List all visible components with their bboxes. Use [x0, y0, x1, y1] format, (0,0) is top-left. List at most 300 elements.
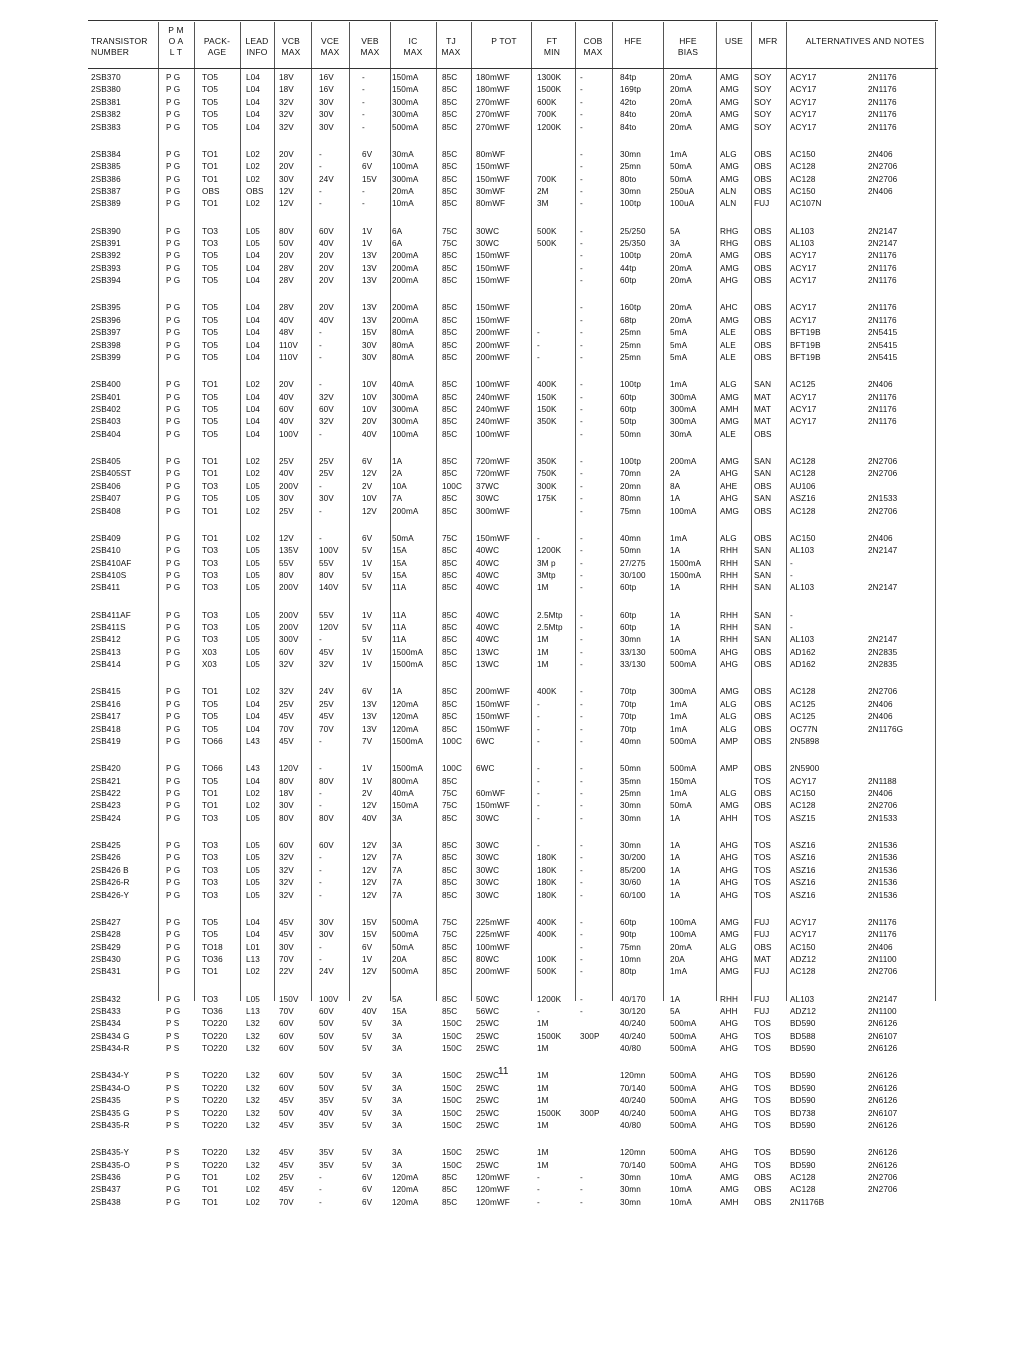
- table-row: [0, 711, 1011, 724]
- table-cell: -: [580, 647, 583, 657]
- table-cell: 30WC: [476, 239, 500, 248]
- table-cell: TO3: [202, 558, 219, 568]
- table-cell: 25WC: [476, 1160, 500, 1170]
- table-cell: 1A: [670, 994, 681, 1004]
- table-cell: 150C: [442, 1083, 462, 1093]
- table-cell: L02: [246, 457, 260, 466]
- table-cell: 1V: [362, 776, 373, 786]
- table-cell: 85C: [442, 174, 458, 184]
- page-number: 11: [498, 1066, 509, 1077]
- table-cell: ALG: [720, 789, 737, 798]
- table-cell: 3A: [392, 1148, 403, 1158]
- table-cell: 10mA: [670, 1173, 692, 1182]
- table-cell: 2A: [670, 469, 681, 479]
- table-cell: 25WC: [476, 1148, 500, 1158]
- table-cell: -: [580, 315, 583, 325]
- table-cell: 160tp: [620, 303, 641, 313]
- table-cell: 2N2706: [868, 1185, 898, 1195]
- table-cell: 3A: [392, 1108, 403, 1118]
- table-cell: 2N5415: [868, 340, 898, 350]
- table-cell: 85C: [442, 841, 458, 850]
- table-cell: 85C: [442, 73, 458, 82]
- table-row: [0, 1197, 1011, 1210]
- table-cell: 10V: [362, 405, 377, 414]
- table-cell: 2N2147: [868, 635, 898, 645]
- table-cell: P G: [166, 813, 181, 823]
- table-cell: TO220: [202, 1121, 228, 1130]
- table-cell: TO5: [202, 328, 219, 338]
- table-cell: P S: [166, 1071, 180, 1081]
- table-cell: TO5: [202, 417, 219, 427]
- table-cell: 25WC: [476, 1121, 500, 1130]
- table-cell: 200mA: [670, 457, 697, 466]
- table-cell: -: [580, 239, 583, 248]
- table-cell: AC150: [790, 789, 816, 798]
- table-cell: -: [580, 955, 583, 964]
- table-cell: SAN: [754, 457, 772, 466]
- table-row: [0, 468, 1011, 481]
- table-cell: 75C: [442, 801, 458, 811]
- table-cell: 300P: [580, 1031, 600, 1041]
- table-cell: RHH: [720, 583, 739, 593]
- table-cell: ACY17: [790, 276, 817, 286]
- table-cell: 2N1176: [868, 315, 897, 325]
- table-cell: L04: [246, 110, 260, 120]
- table-cell: 28V: [279, 303, 294, 313]
- table-cell: P G: [166, 263, 181, 273]
- transistor-number: 2SB403: [91, 417, 121, 427]
- table-cell: ALE: [720, 340, 736, 350]
- table-cell: 2N1176: [868, 276, 897, 286]
- table-cell: 85C: [442, 405, 458, 414]
- table-cell: 80V: [279, 813, 294, 823]
- table-cell: 7A: [392, 853, 403, 863]
- table-cell: 7V: [362, 737, 373, 746]
- table-cell: L04: [246, 276, 260, 286]
- table-cell: P G: [166, 162, 181, 172]
- table-cell: SOY: [754, 122, 772, 132]
- table-cell: 2N1100: [868, 955, 897, 964]
- table-cell: 2N1176: [868, 122, 897, 132]
- table-cell: 13V: [362, 276, 377, 286]
- table-cell: 2N2706: [868, 1173, 898, 1182]
- table-cell: 75C: [442, 239, 458, 248]
- table-cell: 70V: [279, 1197, 294, 1207]
- table-cell: ACY17: [790, 930, 817, 940]
- table-cell: -: [580, 789, 583, 798]
- table-cell: 300mWF: [476, 506, 510, 516]
- table-cell: 1300K: [537, 73, 562, 82]
- table-cell: ALG: [720, 712, 737, 722]
- table-row: [0, 942, 1011, 955]
- table-cell: -: [580, 251, 583, 261]
- table-cell: 3A: [670, 239, 681, 248]
- table-cell: L05: [246, 813, 260, 823]
- table-cell: AMG: [720, 263, 739, 273]
- table-cell: -: [537, 764, 540, 774]
- table-cell: 30V: [362, 340, 377, 350]
- table-cell: 30mn: [620, 813, 641, 823]
- table-cell: 80mA: [392, 340, 414, 350]
- table-cell: 5V: [362, 1160, 373, 1170]
- table-cell: 720mWF: [476, 469, 510, 479]
- table-cell: 10mn: [620, 955, 641, 964]
- table-cell: 40V: [279, 417, 294, 427]
- header-pm: P M O A L T: [168, 25, 184, 57]
- table-cell: 100C: [442, 764, 462, 774]
- table-cell: TO5: [202, 276, 219, 286]
- table-cell: TO5: [202, 405, 219, 414]
- table-cell: 33/130: [620, 647, 646, 657]
- table-cell: 3A: [392, 1071, 403, 1081]
- table-cell: -: [580, 353, 583, 362]
- table-cell: -: [580, 469, 583, 479]
- table-cell: 1A: [670, 583, 681, 593]
- transistor-number: 2SB408: [91, 506, 121, 516]
- table-cell: FUJ: [754, 199, 770, 209]
- table-cell: 2N2706: [868, 801, 898, 811]
- table-cell: 2N5898: [790, 737, 820, 746]
- table-cell: 200mA: [392, 303, 419, 313]
- table-cell: TO5: [202, 699, 219, 709]
- table-cell: 270mWF: [476, 122, 510, 132]
- table-cell: 5V: [362, 1148, 373, 1158]
- table-cell: L01: [246, 942, 260, 952]
- table-cell: 175K: [537, 494, 557, 504]
- table-row: [0, 736, 1011, 749]
- table-cell: -: [537, 328, 540, 338]
- table-cell: L05: [246, 583, 260, 593]
- table-cell: -: [580, 546, 583, 556]
- table-cell: AMG: [720, 315, 739, 325]
- table-cell: 1500K: [537, 1108, 562, 1118]
- transistor-number: 2SB383: [91, 122, 121, 132]
- table-cell: -: [319, 481, 322, 491]
- table-cell: -: [319, 353, 322, 362]
- table-cell: ACY17: [790, 263, 817, 273]
- table-cell: 200V: [279, 623, 299, 632]
- table-cell: -: [537, 789, 540, 798]
- table-cell: 500K: [537, 967, 557, 977]
- table-cell: -: [580, 187, 583, 196]
- table-cell: 50mA: [670, 801, 692, 811]
- transistor-number: 2SB404: [91, 429, 121, 439]
- table-cell: 2N6126: [868, 1083, 898, 1093]
- table-cell: L43: [246, 737, 260, 746]
- table-cell: 70mn: [620, 469, 641, 479]
- table-cell: 85C: [442, 660, 458, 670]
- table-cell: 18V: [279, 789, 294, 798]
- table-row: [0, 392, 1011, 405]
- table-cell: 50mn: [620, 429, 641, 439]
- table-cell: TO1: [202, 469, 219, 479]
- table-cell: 180K: [537, 890, 557, 900]
- table-cell: 150mA: [392, 801, 419, 811]
- table-cell: L43: [246, 764, 260, 774]
- table-cell: -: [537, 1173, 540, 1182]
- table-cell: 1A: [670, 546, 681, 556]
- table-cell: FUJ: [754, 1007, 770, 1016]
- table-cell: AL103: [790, 635, 815, 645]
- table-cell: 3Mtp: [537, 571, 556, 580]
- table-cell: 1M: [537, 1121, 549, 1130]
- table-cell: 85C: [442, 122, 458, 132]
- table-cell: L04: [246, 315, 260, 325]
- table-cell: 13V: [362, 251, 377, 261]
- table-cell: 2N6126: [868, 1148, 898, 1158]
- table-cell: L04: [246, 122, 260, 132]
- table-cell: TO5: [202, 712, 219, 722]
- table-cell: P G: [166, 353, 181, 362]
- table-cell: AMG: [720, 73, 739, 82]
- table-cell: AHG: [720, 1031, 739, 1041]
- table-cell: OBS: [754, 506, 772, 516]
- header-ft: FT MIN: [543, 36, 561, 57]
- table-cell: 2N2147: [868, 583, 898, 593]
- table-cell: OBS: [754, 162, 772, 172]
- table-cell: 25mn: [620, 162, 641, 172]
- table-cell: 50V: [319, 1044, 334, 1054]
- table-cell: 2N1188: [868, 776, 897, 786]
- table-cell: P G: [166, 506, 181, 516]
- table-cell: -: [580, 853, 583, 863]
- table-cell: 1A: [392, 687, 403, 697]
- table-cell: 500mA: [670, 647, 697, 657]
- table-cell: 500mA: [670, 1148, 697, 1158]
- table-cell: BFT19B: [790, 353, 821, 362]
- table-cell: 2N6126: [868, 1019, 898, 1029]
- table-cell: 2N1100: [868, 1007, 897, 1016]
- table-cell: 80mA: [392, 328, 414, 338]
- table-cell: OBS: [754, 276, 772, 286]
- table-cell: OBS: [754, 764, 772, 774]
- transistor-number: 2SB410AF: [91, 558, 132, 568]
- table-cell: 85C: [442, 558, 458, 568]
- table-cell: 110V: [279, 353, 298, 362]
- table-cell: P G: [166, 417, 181, 427]
- table-cell: -: [580, 917, 583, 927]
- table-cell: L02: [246, 380, 260, 390]
- table-cell: 25V: [279, 699, 294, 709]
- table-cell: 150C: [442, 1044, 462, 1054]
- table-cell: 85C: [442, 263, 458, 273]
- table-cell: L05: [246, 647, 260, 657]
- table-cell: OBS: [754, 328, 772, 338]
- transistor-number: 2SB410S: [91, 571, 127, 580]
- table-cell: 350K: [537, 457, 557, 466]
- table-cell: 500mA: [392, 122, 419, 132]
- table-cell: 200mA: [392, 263, 419, 273]
- table-cell: 20V: [279, 149, 294, 159]
- table-cell: 20mA: [670, 73, 692, 82]
- table-cell: 1M: [537, 1148, 549, 1158]
- table-cell: 32V: [279, 97, 294, 107]
- transistor-number: 2SB390: [91, 226, 121, 236]
- table-cell: 45V: [319, 712, 334, 722]
- table-cell: OBS: [754, 647, 772, 657]
- table-cell: P G: [166, 315, 181, 325]
- table-cell: 1M: [537, 583, 549, 593]
- table-cell: 500mA: [670, 1121, 697, 1130]
- table-cell: 1500K: [537, 1031, 562, 1041]
- table-cell: 85C: [442, 276, 458, 286]
- table-cell: 85C: [442, 942, 458, 952]
- table-cell: ASZ16: [790, 841, 816, 850]
- table-cell: P G: [166, 994, 181, 1004]
- table-cell: 3A: [392, 1019, 403, 1029]
- table-cell: ASZ16: [790, 878, 816, 888]
- table-cell: 500mA: [670, 764, 697, 774]
- table-cell: OBS: [754, 724, 772, 734]
- table-cell: 1M: [537, 1071, 549, 1081]
- table-cell: 55V: [279, 558, 294, 568]
- table-cell: AC128: [790, 1185, 816, 1195]
- table-cell: 150mWF: [476, 533, 510, 543]
- table-cell: 40V: [362, 429, 377, 439]
- table-cell: 50WC: [476, 994, 500, 1004]
- table-cell: 20mA: [670, 85, 692, 95]
- table-cell: 37WC: [476, 481, 500, 491]
- table-cell: 120mn: [620, 1148, 646, 1158]
- transistor-number: 2SB424: [91, 813, 121, 823]
- table-cell: 20V: [362, 417, 377, 427]
- table-cell: 70tp: [620, 687, 637, 697]
- table-cell: 2N1176: [868, 917, 897, 927]
- table-cell: L05: [246, 623, 260, 632]
- table-row: [0, 226, 1011, 239]
- table-cell: -: [580, 380, 583, 390]
- table-cell: 50V: [319, 1031, 334, 1041]
- table-cell: 150mWF: [476, 724, 510, 734]
- table-cell: 6WC: [476, 764, 495, 774]
- table-cell: 100mA: [670, 930, 697, 940]
- table-cell: 30mWF: [476, 187, 506, 196]
- table-cell: 30V: [319, 110, 334, 120]
- table-cell: P G: [166, 276, 181, 286]
- table-cell: 68tp: [620, 315, 637, 325]
- table-cell: 120mA: [392, 1197, 419, 1207]
- table-cell: AHG: [720, 1160, 739, 1170]
- table-cell: 3M: [537, 199, 549, 209]
- transistor-number: 2SB431: [91, 967, 121, 977]
- table-cell: AMP: [720, 764, 739, 774]
- table-cell: 35V: [319, 1148, 334, 1158]
- table-cell: TO5: [202, 85, 219, 95]
- table-cell: 85C: [442, 853, 458, 863]
- table-cell: 2N406: [868, 942, 893, 952]
- table-cell: 45V: [279, 1160, 294, 1170]
- table-cell: 44tp: [620, 263, 637, 273]
- table-cell: 6V: [362, 457, 373, 466]
- table-cell: -: [319, 942, 322, 952]
- table-cell: 6A: [392, 239, 403, 248]
- table-cell: AHG: [720, 853, 739, 863]
- table-cell: -: [580, 73, 583, 82]
- transistor-number: 2SB426: [91, 853, 121, 863]
- table-cell: TO220: [202, 1096, 228, 1106]
- table-row: [0, 174, 1011, 187]
- table-cell: 16V: [319, 85, 334, 95]
- table-cell: L04: [246, 917, 260, 927]
- table-cell: 1A: [670, 610, 681, 620]
- table-cell: -: [319, 635, 322, 645]
- table-cell: 5V: [362, 546, 373, 556]
- table-cell: 150mWF: [476, 315, 510, 325]
- table-cell: 2N406: [868, 712, 893, 722]
- table-cell: 1A: [670, 623, 681, 632]
- table-cell: 13V: [362, 263, 377, 273]
- table-cell: 300mA: [670, 405, 697, 414]
- table-cell: 30WC: [476, 813, 500, 823]
- table-cell: 400K: [537, 917, 557, 927]
- table-cell: 10A: [392, 481, 407, 491]
- table-cell: 200V: [279, 481, 299, 491]
- table-cell: 2N1176B: [790, 1197, 825, 1207]
- table-cell: 25WC: [476, 1083, 500, 1093]
- table-row: [0, 109, 1011, 122]
- header-ptot: P TOT: [491, 36, 517, 46]
- table-cell: 75C: [442, 533, 458, 543]
- table-cell: AC128: [790, 162, 816, 172]
- table-cell: 40mA: [392, 789, 414, 798]
- table-cell: TO3: [202, 481, 219, 491]
- table-cell: 1V: [362, 558, 373, 568]
- table-cell: SAN: [754, 583, 772, 593]
- transistor-number: 2SB393: [91, 263, 121, 273]
- table-cell: 40V: [362, 1007, 377, 1016]
- table-cell: 2V: [362, 994, 373, 1004]
- table-row: [0, 890, 1011, 903]
- table-cell: -: [580, 558, 583, 568]
- table-cell: AC125: [790, 699, 816, 709]
- table-cell: TOS: [754, 1096, 771, 1106]
- table-cell: ADZ12: [790, 1007, 816, 1016]
- transistor-number: 2SB426-R: [91, 878, 130, 888]
- table-cell: L04: [246, 353, 260, 362]
- table-cell: 2N1533: [868, 494, 898, 504]
- table-cell: 25mn: [620, 328, 641, 338]
- table-cell: 40mn: [620, 533, 641, 543]
- table-cell: 80V: [279, 226, 294, 236]
- table-cell: TO3: [202, 239, 219, 248]
- table-cell: 1M: [537, 660, 549, 670]
- table-cell: SAN: [754, 380, 772, 390]
- table-cell: 85C: [442, 878, 458, 888]
- table-cell: 2N1533: [868, 813, 898, 823]
- table-cell: 180mWF: [476, 73, 510, 82]
- table-row: [0, 1043, 1011, 1056]
- table-cell: 50mA: [670, 174, 692, 184]
- table-cell: 75mn: [620, 506, 641, 516]
- table-cell: ASZ16: [790, 865, 816, 875]
- table-cell: 225mWF: [476, 930, 510, 940]
- table-cell: 300P: [580, 1108, 600, 1118]
- table-cell: -: [319, 187, 322, 196]
- table-cell: 85C: [442, 955, 458, 964]
- table-cell: SOY: [754, 97, 772, 107]
- table-cell: TO220: [202, 1108, 228, 1118]
- table-cell: 85C: [442, 110, 458, 120]
- table-cell: RHH: [720, 558, 739, 568]
- table-cell: TO220: [202, 1083, 228, 1093]
- table-cell: -: [580, 623, 583, 632]
- table-cell: AMG: [720, 162, 739, 172]
- table-cell: -: [580, 687, 583, 697]
- table-cell: TO5: [202, 73, 219, 82]
- table-cell: -: [319, 737, 322, 746]
- table-cell: AMG: [720, 110, 739, 120]
- table-cell: 110V: [279, 340, 298, 350]
